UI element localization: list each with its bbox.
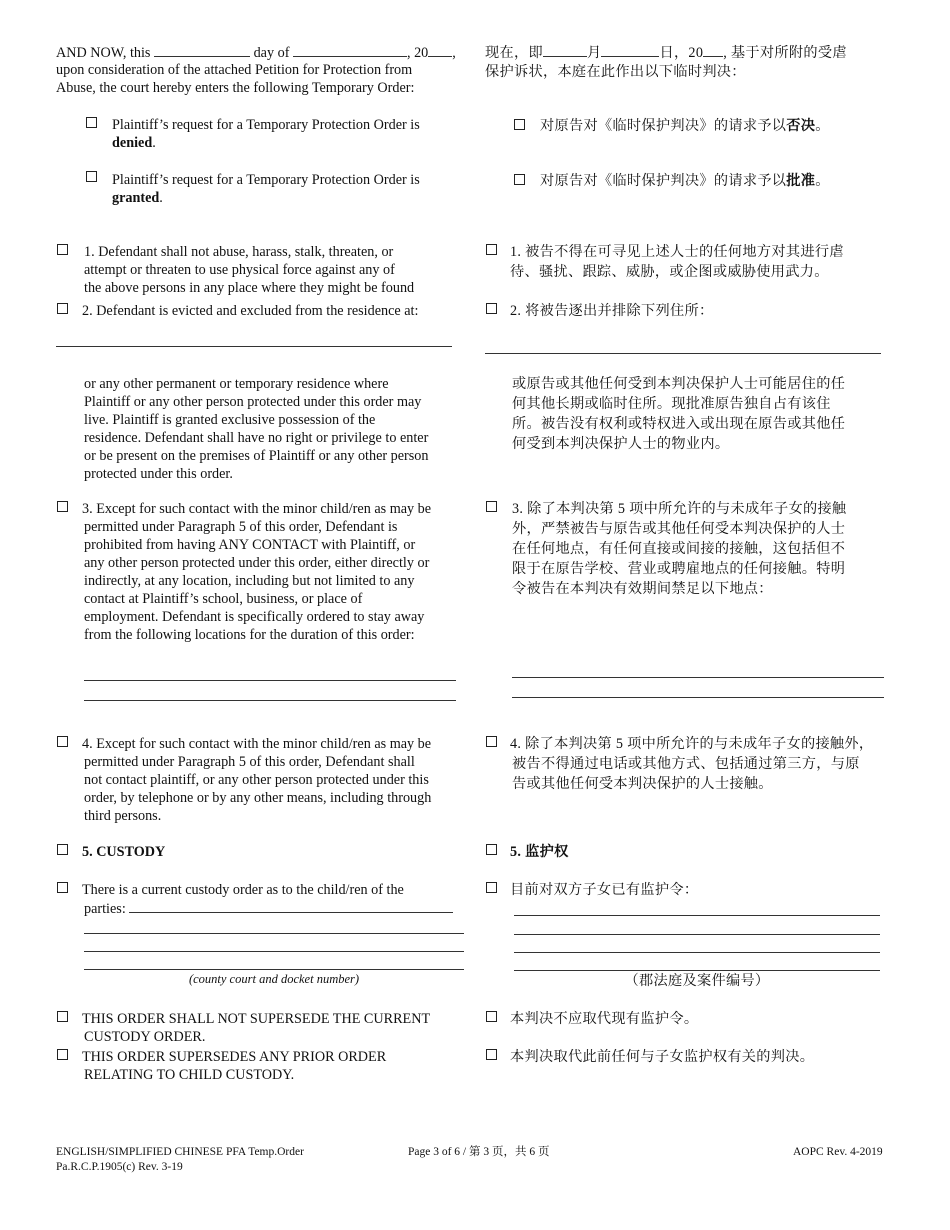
item1-en-line1: 1. Defendant shall not abuse, harass, stalk, threaten, or — [84, 244, 394, 260]
year-blank[interactable] — [428, 43, 452, 57]
item2-zh-para-2: 何其他长期或临时住所。现批准原告独自占有该住 — [512, 396, 831, 412]
zh-year-blank[interactable] — [703, 43, 723, 57]
item2-checkbox[interactable] — [57, 303, 68, 314]
item2-en-para-3: live. Plaintiff is granted exclusive possession of the — [84, 412, 376, 428]
footer-page-number: Page 3 of 6 / 第 3 页，共 6 页 — [408, 1146, 550, 1158]
item4-zh-line2: 被告不得通过电话或其他方式、包括通过第三方，与原 — [512, 756, 860, 772]
intro-zh-line2: 保护诉状，本庭在此作出以下临时判决： — [485, 64, 746, 80]
item2-en-para-5: or be present on the premises of Plaintiff or any other person — [84, 448, 429, 464]
denied-zh-checkbox[interactable] — [514, 119, 525, 130]
zh-month-blank[interactable] — [543, 43, 587, 57]
intro-comma: , — [452, 45, 456, 61]
item2-en-para-1: or any other permanent or temporary residence where — [84, 376, 389, 392]
item3-en-line6: contact at Plaintiff’s school, business, or place of — [84, 591, 363, 607]
custody-zh-checkbox[interactable] — [486, 844, 497, 855]
granted-period: . — [159, 190, 163, 206]
item4-en-line2: permitted under Paragraph 5 of this order, Defendant shall — [84, 754, 415, 770]
item2-zh-para-3: 所。被告没有权利或特权进入或出现在原告或其他任 — [512, 416, 846, 432]
item3-checkbox[interactable] — [57, 501, 68, 512]
denied-zh-pre: 对原告对《临时保护判决》的请求予以 — [540, 118, 787, 134]
item2-en-para-2: Plaintiff or any other person protected under this order may — [84, 394, 422, 410]
residence-address-line[interactable] — [56, 346, 452, 347]
zh-day-blank[interactable] — [601, 43, 659, 57]
item1-en-line2: attempt or threaten to use physical force against any of — [84, 262, 395, 278]
custody-line-2[interactable] — [84, 951, 464, 952]
not-supersede-zh-checkbox[interactable] — [486, 1011, 497, 1022]
not-supersede-en-line1: THIS ORDER SHALL NOT SUPERSEDE THE CURRENT — [82, 1011, 431, 1027]
granted-zh-pre: 对原告对《临时保护判决》的请求予以 — [540, 173, 787, 189]
footer-revision: AOPC Rev. 4-2019 — [793, 1146, 883, 1158]
granted-en-line2 — [112, 189, 163, 207]
custody-heading: 5. CUSTODY — [82, 844, 166, 860]
supersedes-en-line2: RELATING TO CHILD CUSTODY. — [84, 1067, 295, 1083]
item2-en-para-6: protected under this order. — [84, 466, 233, 482]
item4-zh-line3: 告或其他任何受本判决保护的人士接触。 — [512, 776, 773, 792]
not-supersede-zh: 本判决不应取代现有监护令。 — [510, 1011, 699, 1027]
item3-zh-line4: 限于在原告学校、营业或聘雇地点的任何接触。特明 — [512, 561, 846, 577]
item2-en-para-4: residence. Defendant shall have no right or privilege to enter — [84, 430, 429, 446]
stay-away-zh-line-2[interactable] — [512, 697, 884, 698]
stay-away-line-1[interactable] — [84, 680, 456, 681]
intro-year-prefix: , 20 — [406, 45, 429, 61]
item4-en-line3: not contact plaintiff, or any other person protected under this — [84, 772, 429, 788]
item2-zh-para-4: 何受到本判决保护人士的物业内。 — [512, 436, 730, 452]
intro-zh-day: 日，20 — [659, 45, 704, 61]
month-blank[interactable] — [293, 43, 407, 57]
item2-zh-line: 2. 将被告逐出并排除下列住所： — [510, 303, 714, 319]
item3-en-line7: employment. Defendant is specifically ordered to stay away — [84, 609, 425, 625]
item4-en-line5: third persons. — [84, 808, 162, 824]
intro-zh-rest: , 基于对所附的受虐 — [723, 45, 847, 61]
current-custody-en-line2 — [84, 899, 453, 918]
granted-zh-text — [540, 172, 830, 190]
denied-zh-post: 。 — [815, 118, 830, 134]
item1-zh-line1: 1. 被告不得在可寻见上述人士的任何地方对其进行虐 — [510, 244, 844, 260]
item3-en-line2: permitted under Paragraph 5 of this order, Defendant is — [84, 519, 398, 535]
stay-away-line-2[interactable] — [84, 700, 456, 701]
intro-zh-month: 月 — [586, 45, 602, 61]
custody-zh-line-2[interactable] — [514, 934, 880, 935]
denied-zh-text — [540, 117, 830, 135]
granted-checkbox[interactable] — [86, 171, 97, 182]
supersedes-zh-checkbox[interactable] — [486, 1049, 497, 1060]
current-custody-en-line1: There is a current custody order as to the child/ren of the — [82, 882, 404, 898]
current-custody-zh: 目前对双方子女已有监护令： — [510, 882, 699, 898]
item1-en-line3: the above persons in any place where they might be found — [84, 280, 415, 296]
current-custody-zh-checkbox[interactable] — [486, 882, 497, 893]
item4-en-line4: order, by telephone or by any other means, including through — [84, 790, 432, 806]
custody-zh-line-4[interactable] — [514, 970, 880, 971]
item2-zh-checkbox[interactable] — [486, 303, 497, 314]
item3-zh-line1: 3. 除了本判决第 5 项中所允许的与未成年子女的接触 — [512, 501, 847, 517]
county-docket-caption: (county court and docket number) — [188, 972, 360, 986]
item3-en-line5: indirectly, at any location, including but not limited to any — [84, 573, 415, 589]
denied-checkbox[interactable] — [86, 117, 97, 128]
denied-en-line2 — [112, 134, 156, 152]
denied-bold: denied — [112, 135, 153, 151]
item3-zh-line2: 外，严禁被告与原告或其他任何受本判决保护的人士 — [512, 521, 846, 537]
item4-en-line1: 4. Except for such contact with the minor child/ren as may be — [82, 736, 432, 752]
county-docket-zh-caption: （郡法庭及案件编号） — [624, 973, 770, 989]
granted-zh-checkbox[interactable] — [514, 174, 525, 185]
granted-en-line1: Plaintiff’s request for a Temporary Protection Order is — [112, 172, 420, 188]
denied-zh-bold: 否决 — [786, 118, 816, 134]
intro-en-line3: Abuse, the court hereby enters the following Temporary Order: — [56, 80, 415, 96]
granted-zh-post: 。 — [815, 173, 830, 189]
intro-zh-line1 — [485, 43, 847, 62]
footer-form-name: ENGLISH/SIMPLIFIED CHINESE PFA Temp.Order — [56, 1146, 304, 1158]
item3-en-line8: from the following locations for the duration of this order: — [84, 627, 415, 643]
item4-zh-checkbox[interactable] — [486, 736, 497, 747]
custody-zh-heading: 5. 监护权 — [510, 844, 569, 860]
custody-zh-line-3[interactable] — [514, 952, 880, 953]
parties-blank[interactable] — [129, 899, 453, 913]
custody-checkbox[interactable] — [57, 844, 68, 855]
intro-en-line1 — [56, 43, 456, 62]
supersedes-zh: 本判决取代此前任何与子女监护权有关的判决。 — [510, 1049, 815, 1065]
item1-zh-line2: 待、骚扰、跟踪、威胁，或企图或威胁使用武力。 — [510, 264, 829, 280]
granted-zh-bold: 批准 — [786, 173, 816, 189]
item3-zh-line3: 在任何地点，有任何直接或间接的接触，这包括但不 — [512, 541, 846, 557]
granted-bold: granted — [112, 190, 160, 206]
not-supersede-checkbox[interactable] — [57, 1011, 68, 1022]
intro-day-of-text: day of — [253, 45, 290, 61]
supersedes-en-line1: THIS ORDER SUPERSEDES ANY PRIOR ORDER — [82, 1049, 387, 1065]
custody-zh-line-1[interactable] — [514, 915, 880, 916]
supersedes-checkbox[interactable] — [57, 1049, 68, 1060]
item1-checkbox[interactable] — [57, 244, 68, 255]
item4-checkbox[interactable] — [57, 736, 68, 747]
item3-zh-line5: 令被告在本判决有效期间禁足以下地点： — [512, 581, 773, 597]
footer-rule-ref: Pa.R.C.P.1905(c) Rev. 3-19 — [56, 1161, 183, 1173]
item3-en-line4: any other person protected under this order, either directly or — [84, 555, 430, 571]
residence-address-zh-line[interactable] — [485, 353, 881, 354]
current-custody-checkbox[interactable] — [57, 882, 68, 893]
item1-zh-checkbox[interactable] — [486, 244, 497, 255]
item4-zh-line1: 4. 除了本判决第 5 项中所允许的与未成年子女的接触外， — [510, 736, 874, 752]
intro-zh-now: 现在，即 — [485, 45, 543, 61]
parties-label: parties: — [84, 901, 126, 917]
not-supersede-en-line2: CUSTODY ORDER. — [84, 1029, 206, 1045]
denied-en-line1: Plaintiff’s request for a Temporary Protection Order is — [112, 117, 420, 133]
item2-zh-para-1: 或原告或其他任何受到本判决保护人士可能居住的任 — [512, 376, 846, 392]
intro-and-now-text: AND NOW, this — [56, 45, 151, 61]
item3-en-line3: prohibited from having ANY CONTACT with Plaintiff, or — [84, 537, 416, 553]
item2-en-line: 2. Defendant is evicted and excluded from the residence at: — [82, 303, 419, 319]
intro-en-line2: upon consideration of the attached Petition for Protection from — [56, 62, 413, 78]
denied-period: . — [152, 135, 156, 151]
custody-line-1[interactable] — [84, 933, 464, 934]
stay-away-zh-line-1[interactable] — [512, 677, 884, 678]
day-blank[interactable] — [154, 43, 250, 57]
item3-en-line1: 3. Except for such contact with the minor child/ren as may be — [82, 501, 432, 517]
item3-zh-checkbox[interactable] — [486, 501, 497, 512]
